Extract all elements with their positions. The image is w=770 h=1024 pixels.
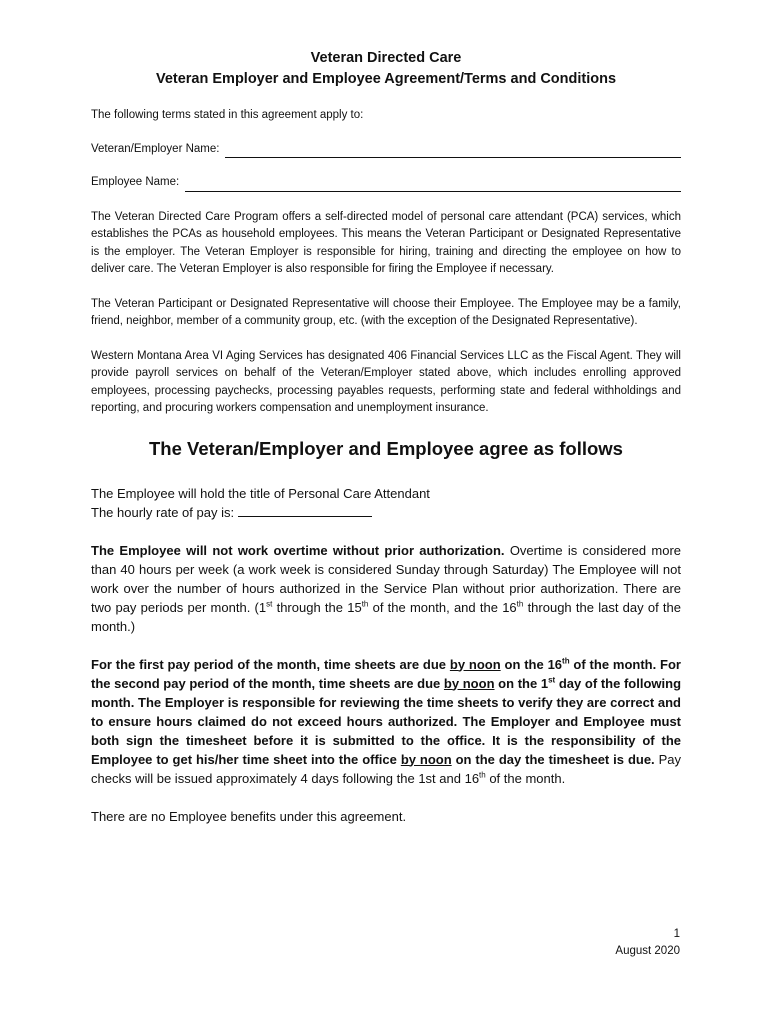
- employee-name-label: Employee Name:: [91, 176, 180, 188]
- job-title-line: The Employee will hold the title of Personal Care Attendant: [91, 485, 430, 501]
- intro-text: The following terms stated in this agreement apply to:: [91, 109, 364, 121]
- timesheet-bold: For the first pay period of the month, time sheets are due by noon on the 16th of the month. For the second pay period of the month, time sheets are due by noon on the 1st day of the following month. The Employer is responsible for reviewing the time sheets to verify they are correct and to ensure hours claimed do not exceed hours authorized. The Employer and Employee must both sign the timesheet before it is submitted to the office. It is the responsibility of the Employee to get his/her time sheet into the office by noon on the day the timesheet is due.: [91, 656, 682, 767]
- hourly-rate-label: The hourly rate of pay is:: [91, 504, 235, 520]
- employee-name-field[interactable]: [91, 174, 681, 192]
- employee-choice-paragraph: The Veteran Participant or Designated Representative will choose their Employee. The Employee may be a family, friend, neighbor, member of a community group, etc. (with the exception of the Designated Representative).: [91, 297, 681, 327]
- veteran-employer-name-label: Veteran/Employer Name:: [91, 142, 220, 155]
- fiscal-agent-paragraph: Western Montana Area VI Aging Services has designated 406 Financial Services LLC as the Fiscal Agent. They will provide payroll services on behalf of the Veteran/Employer stated above, which includes enrolling approved employees, processing paychecks, processing payables requests, performing state and federal withholdings and reporting, and procuring workers compensation and unemployment insurance.: [91, 349, 681, 414]
- agreement-heading: The Veteran/Employer and Employee agree as follows: [149, 437, 623, 459]
- overtime-paragraph: The Employee will not work overtime without prior authorization. Overtime is considered more than 40 hours per week (a work week is considered Sunday through Saturday) The Employee will not work over the number of hours authorized in the Service Plan without prior authorization. There are two pay periods per month. (1st through the 15th of the month, and the 16th through the last day of the month.): [91, 542, 682, 634]
- page-number: 1: [673, 928, 680, 940]
- timesheet-paragraph: For the first pay period of the month, time sheets are due by noon on the 16th of the month. For the second pay period of the month, time sheets are due by noon on the 1st day of the following month. The Employer is responsible for reviewing the time sheets to verify they are correct and to ensure hours claimed do not exceed hours authorized. The Employer and Employee must both sign the timesheet before it is submitted to the office. It is the responsibility of the Employee to get his/her time sheet into the office by noon on the day the timesheet is due. Pay checks will be issued approximately 4 days following the 1st and 16th of the month.: [91, 656, 682, 786]
- benefits-text: There are no Employee benefits under this agreement.: [91, 808, 407, 824]
- overtime-bold: The Employee will not work overtime without prior authorization.: [91, 542, 505, 558]
- employee-name-line[interactable]: [185, 179, 681, 192]
- footer-date: August 2020: [615, 945, 680, 957]
- veteran-employer-name-line[interactable]: [225, 145, 681, 158]
- hourly-rate-field[interactable]: [238, 504, 372, 517]
- veteran-employer-name-field[interactable]: [91, 141, 681, 159]
- hourly-rate-line: [91, 503, 681, 522]
- program-paragraph: The Veteran Directed Care Program offers a self-directed model of personal care attendant (PCA) services, which establishes the PCAs as household employees. This means the Veteran Participant or Designated Representative is the employer. The Veteran Employer is responsible for hiring, training and directing the employee on how to deliver care. The Veteran Employer is also responsible for firing the Employee if necessary.: [91, 210, 681, 275]
- document-subtitle: Veteran Employer and Employee Agreement/Terms and Conditions: [155, 71, 617, 87]
- document-title: Veteran Directed Care: [310, 50, 462, 66]
- document-page: [91, 48, 681, 826]
